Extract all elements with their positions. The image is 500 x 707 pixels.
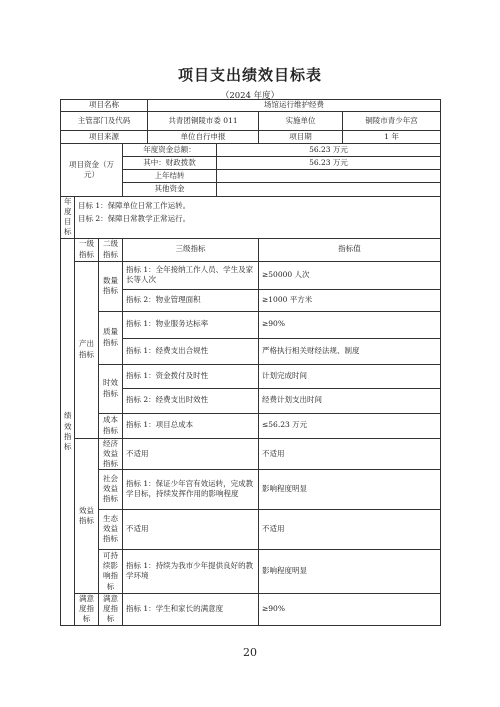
value-cell: 经费计划支出时间 — [259, 388, 441, 413]
table-row — [61, 593, 441, 625]
header-value: 指标值 — [259, 238, 441, 261]
funds-total-label: 年度资金总额： — [123, 144, 217, 157]
value-cell: 不适用 — [259, 438, 441, 469]
impl-value: 铜陵市青少年宫 — [343, 112, 441, 131]
l2-quality: 质量指标 — [99, 311, 123, 364]
project-name-value: 场馆运行维护经费 — [148, 100, 441, 112]
year-note: （2024 年度） — [220, 91, 280, 101]
l2-ecological: 生态效益指标 — [99, 509, 123, 549]
value-cell: 不适用 — [259, 509, 441, 549]
l3-cell: 不适用 — [123, 438, 259, 469]
funds-fiscal-value: 56.23 万元 — [217, 157, 441, 170]
annual-goal-2: 目标 2：保障日常教学正常运行。 — [78, 213, 191, 223]
source-row — [61, 131, 441, 144]
l3-cell: 指标 1：物业服务达标率 — [123, 311, 259, 338]
project-name-label: 项目名称 — [61, 100, 148, 112]
value-cell: 严格执行相关财经法规、制度 — [259, 338, 441, 364]
table-row — [61, 311, 441, 338]
source-value: 单位自行申报 — [148, 131, 259, 144]
annual-goal-label: 年度目标 — [61, 197, 75, 239]
satisfaction-label: 满意度指标 — [75, 593, 99, 625]
funds-carryover-label: 上年结转 — [123, 170, 217, 183]
l2-sustainable: 可持续影响指标 — [99, 549, 123, 593]
funds-total-value: 56.23 万元 — [217, 144, 441, 157]
value-cell: 计划完成时间 — [259, 364, 441, 388]
table-row — [61, 438, 441, 469]
benefit-label: 效益指标 — [75, 438, 99, 593]
annual-goal-content — [75, 197, 441, 239]
value-cell: 影响程度明显 — [259, 469, 441, 509]
header-level3: 三级指标 — [123, 238, 259, 261]
dept-value: 共青团铜陵市委 011 — [148, 112, 259, 131]
source-label: 项目来源 — [61, 131, 148, 144]
impl-label: 实施单位 — [259, 112, 343, 131]
page-title: 项目支出绩效目标表 — [177, 66, 322, 84]
funds-other-label: 其他资金 — [123, 183, 217, 197]
l2-cost: 成本指标 — [99, 413, 123, 438]
l3-cell: 指标 1：保证少年宫有效运转，完成教学目标，持续发挥作用的影响程度 — [123, 469, 259, 509]
l3-cell: 指标 1：项目总成本 — [123, 413, 259, 438]
output-label: 产出指标 — [75, 261, 99, 438]
l3-cell: 指标 2：经费支出时效性 — [123, 388, 259, 413]
funds-fiscal-label: 其中：财政拨款 — [123, 157, 217, 170]
table-row — [61, 413, 441, 438]
table-row — [61, 364, 441, 388]
page-number: 20 — [243, 646, 257, 659]
l3-cell: 不适用 — [123, 509, 259, 549]
dept-row — [61, 112, 441, 131]
dept-label: 主管部门及代码 — [61, 112, 148, 131]
l3-cell: 指标 1：持续为我市少年提供良好的教学环境 — [123, 549, 259, 593]
period-value: 1 年 — [343, 131, 441, 144]
header-level1: 一级指标 — [75, 238, 99, 261]
l2-social: 社会效益指标 — [99, 469, 123, 509]
header-level2: 二级指标 — [99, 238, 123, 261]
funds-other-value — [217, 183, 441, 197]
table-row — [61, 469, 441, 509]
l3-cell: 指标 1：资金拨付及时性 — [123, 364, 259, 388]
value-cell: ≥90% — [259, 311, 441, 338]
annual-goal-row — [61, 197, 441, 239]
perf-label: 绩效指标 — [61, 238, 75, 625]
perf-header-row — [61, 238, 441, 261]
value-cell: ≥1000 平方米 — [259, 289, 441, 311]
value-cell: 影响程度明显 — [259, 549, 441, 593]
table-row — [61, 549, 441, 593]
table-row — [61, 261, 441, 289]
l3-cell: 指标 1：学生和家长的满意度 — [123, 593, 259, 625]
l2-quantity: 数量指标 — [99, 261, 123, 311]
funds-row-total — [61, 144, 441, 157]
value-cell: ≥90% — [259, 593, 441, 625]
annual-goal-1: 目标 1：保障单位日常工作运转。 — [78, 201, 191, 210]
period-label: 项目期 — [259, 131, 343, 144]
value-cell: ≥50000 人次 — [259, 261, 441, 289]
performance-table — [60, 99, 441, 626]
l2-economic: 经济效益指标 — [99, 438, 123, 469]
l3-cell: 指标 1：经费支出合规性 — [123, 338, 259, 364]
funds-label: 项目资金（万元） — [61, 144, 123, 197]
l3-cell: 指标 2：物业管理面积 — [123, 289, 259, 311]
funds-carryover-value — [217, 170, 441, 183]
project-name-row — [61, 100, 441, 112]
value-cell: ≤56.23 万元 — [259, 413, 441, 438]
l3-cell: 指标 1：全年接纳工作人员、学生及家长等人次 — [123, 261, 259, 289]
l2-satisfaction: 满意度指标 — [99, 593, 123, 625]
l2-timeliness: 时效指标 — [99, 364, 123, 413]
table-row — [61, 509, 441, 549]
